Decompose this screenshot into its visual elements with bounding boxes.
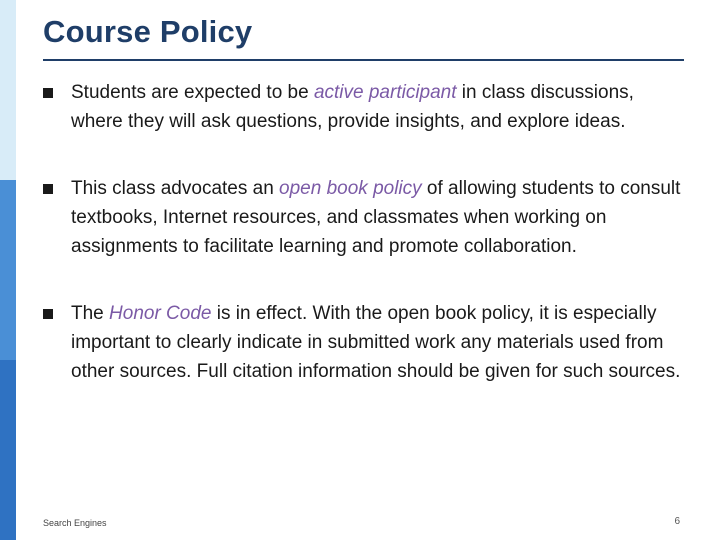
- page-number: 6: [674, 516, 680, 527]
- bullet-text: [71, 178, 680, 257]
- bullet-text-pre: The: [71, 303, 110, 324]
- bullet-text-post: is in effect. With the open book policy, it is especially important to clearly indicate in submitted work any materials used from other sources. Full citation information should be given for such sources.: [71, 303, 681, 382]
- slide-title: Course Policy: [43, 14, 253, 49]
- bullet-text-pre: Students are expected to be: [71, 82, 314, 103]
- bullet-text-post: of allowing students to consult textbooks, Internet resources, and classmates when working on assignments to facilitate learning and promote collaboration.: [71, 178, 681, 257]
- accent-segment: [0, 180, 16, 360]
- bullet-item: [43, 299, 683, 386]
- accent-segment: [0, 360, 16, 540]
- title-divider: [43, 59, 684, 61]
- accent-bar: [0, 0, 16, 540]
- square-bullet-icon: [43, 88, 53, 98]
- accent-segment: [0, 0, 16, 180]
- bullet-text-post: in class discussions, where they will ask questions, provide insights, and explore ideas.: [71, 82, 634, 132]
- bullet-list: [43, 78, 683, 386]
- bullet-emphasis: active participant: [313, 82, 457, 103]
- bullet-emphasis: open book policy: [279, 178, 422, 199]
- bullet-text-pre: This class advocates an: [71, 178, 280, 199]
- square-bullet-icon: [43, 309, 53, 319]
- bullet-item: [43, 174, 683, 261]
- bullet-emphasis: Honor Code: [109, 303, 212, 324]
- bullet-item: [43, 78, 683, 136]
- square-bullet-icon: [43, 184, 53, 194]
- bullet-text: [71, 82, 634, 132]
- footer-caption: Search Engines: [43, 518, 107, 528]
- bullet-text: [71, 303, 680, 382]
